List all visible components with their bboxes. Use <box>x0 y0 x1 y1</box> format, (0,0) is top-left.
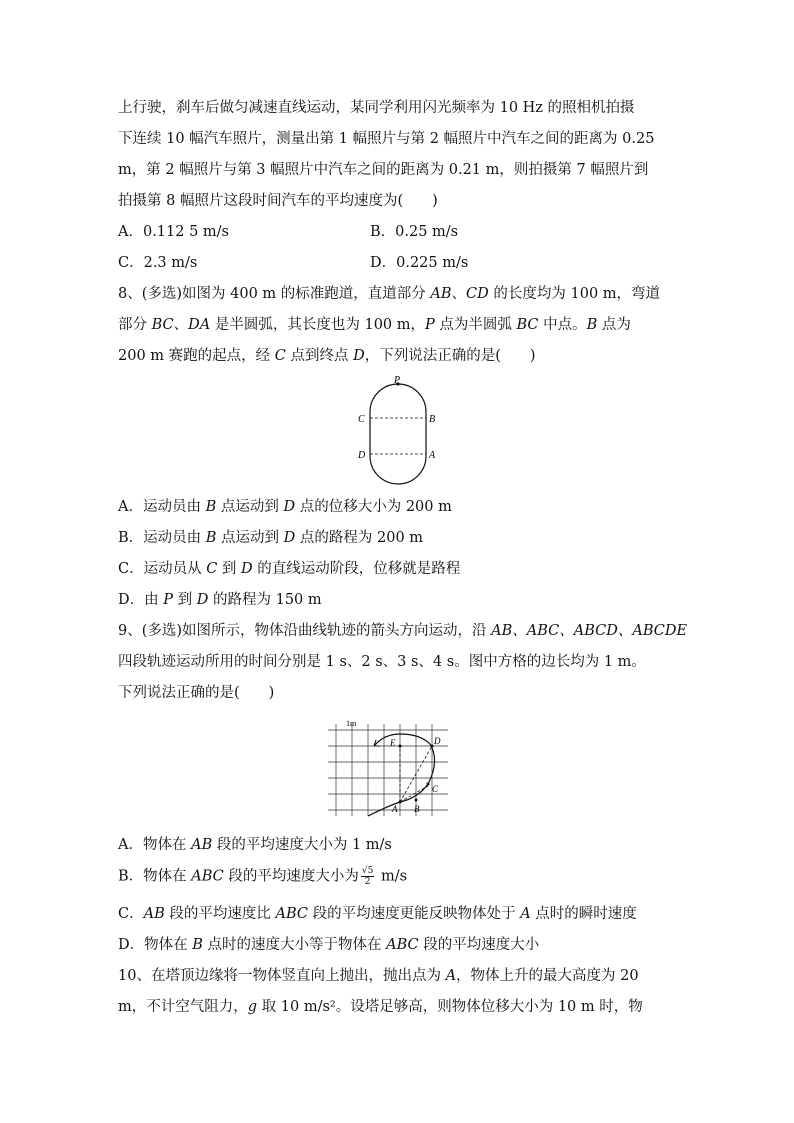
q8-option-c: C．运动员从 C 到 D 的直线运动阶段，位移就是路程 <box>118 561 461 577</box>
label-a: A <box>429 450 436 461</box>
q8-line-1: 8、(多选)如图为 400 m 的标准跑道，直道部分 AB、CD 的长度均为 100 m，弯道 <box>118 286 661 302</box>
q8-option-d: D．由 P 到 D 的路程为 150 m <box>118 592 322 608</box>
point-b <box>415 799 418 802</box>
track-outline <box>370 384 426 484</box>
q8-option-a: A．运动员由 B 点运动到 D 点的位移大小为 200 m <box>118 499 452 515</box>
q7-option-c: C．2.3 m/s <box>118 255 198 271</box>
q10-line-2: m，不计空气阻力，g 取 10 m/s²。设塔足够高，则物体位移大小为 10 m 时，物 <box>118 999 643 1015</box>
label-c: C <box>358 414 365 425</box>
q7-line-1: 上行驶，刹车后做匀减速直线运动，某同学利用闪光频率为 10 Hz 的照相机拍摄 <box>118 100 635 116</box>
label-b: B <box>414 804 420 814</box>
q7-line-4: 拍摄第 8 幅照片这段时间汽车的平均速度为( ) <box>118 193 438 209</box>
point-e <box>399 745 402 748</box>
label-b: B <box>429 414 436 425</box>
scale-label: 1m <box>346 719 357 728</box>
label-e: E <box>390 738 396 748</box>
label-c: C <box>432 784 439 794</box>
q9-option-a: A．物体在 AB 段的平均速度大小为 1 m/s <box>118 837 392 853</box>
fraction-sqrt5-over-2: $\frac{√5}{2}$ <box>361 866 374 887</box>
track-figure <box>350 374 450 486</box>
label-p: P <box>394 375 401 386</box>
q7-option-d: D．0.225 m/s <box>370 255 469 271</box>
point-c <box>427 783 430 786</box>
label-a: A <box>392 804 398 814</box>
q7-option-a: A．0.112 5 m/s <box>118 224 230 240</box>
label-d: D <box>434 736 441 746</box>
q9-line-2: 四段轨迹运动所用的时间分别是 1 s、2 s、3 s、4 s。图中方格的边长均为 1 m。 <box>118 654 646 670</box>
q8-line-3: 200 m 赛跑的起点，经 C 点到终点 D，下列说法正确的是( ) <box>118 348 536 364</box>
q10-line-1: 10、在塔顶边缘将一物体竖直向上抛出，抛出点为 A，物体上升的最大高度为 20 <box>118 968 639 984</box>
q7-line-3: m，第 2 幅照片与第 3 幅照片中汽车之间的距离为 0.21 m，则拍摄第 7 幅照片到 <box>118 162 649 178</box>
q9-option-c: C．AB 段的平均速度比 ABC 段的平均速度更能反映物体处于 A 点时的瞬时速度 <box>118 906 637 922</box>
grid-lines <box>328 724 448 816</box>
q9-line-1: 9、(多选)如图所示，物体沿曲线轨迹的箭头方向运动，沿 AB、ABC、ABCD、ABCDE <box>118 623 688 639</box>
point-a <box>399 801 402 804</box>
q7-line-2: 下连续 10 幅汽车照片，测量出第 1 幅照片与第 2 幅照片中汽车之间的距离为 0.25 <box>118 131 655 147</box>
q7-option-b: B．0.25 m/s <box>370 224 459 240</box>
grid-figure <box>328 716 452 820</box>
label-d: D <box>358 450 366 461</box>
q8-line-2: 部分 BC、DA 是半圆弧，其长度也为 100 m，P 点为半圆弧 BC 中点。B 点为 <box>118 317 631 333</box>
q9-option-d: D．物体在 B 点时的速度大小等于物体在 ABC 段的平均速度大小 <box>118 937 540 953</box>
q8-option-b: B．运动员由 B 点运动到 D 点的路程为 200 m <box>118 530 424 546</box>
q9-option-b: B．物体在 ABC 段的平均速度大小为 $\frac{√5}{2}$ m/s <box>118 866 408 887</box>
q9-line-3: 下列说法正确的是( ) <box>118 685 275 701</box>
